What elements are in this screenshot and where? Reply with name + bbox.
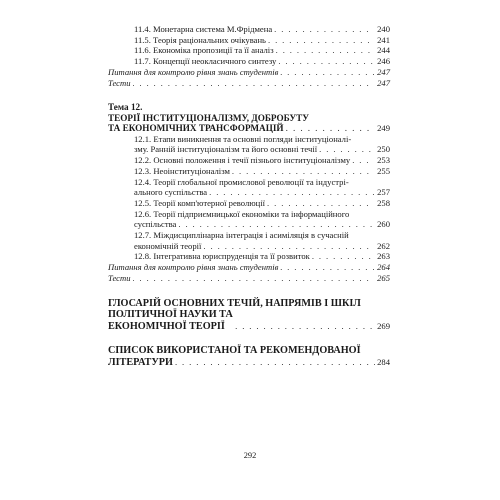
toc-entry-12-6-line1: 12.6. Теорії підприємницької економіки та інформаційного <box>134 208 350 219</box>
toc-entry-12-1: зму. Ранній інституціоналізм та його основні течії . . . 250 <box>134 144 390 155</box>
toc-entry-12-1-line1: 12.1. Етапи виникнення та основні погляди інституціоналі- <box>134 133 352 144</box>
table-of-contents <box>108 24 390 369</box>
toc-entry-11-5: 11.5. Теорія раціональних очікувань . . . 241 <box>108 35 390 46</box>
references-title-line1: СПИСОК ВИКОРИСТАНОЇ ТА РЕКОМЕНДОВАНОЇ <box>108 345 361 357</box>
toc-entry-12-6: суспільства . . . 260 <box>134 219 390 230</box>
toc-entry-tests-12: Тести . . . 265 <box>108 273 390 284</box>
toc-entry-12-4-line1: 12.4. Теорії глобальної промислової революції та індустрі- <box>134 176 349 187</box>
page-number: 292 <box>243 451 257 460</box>
toc-entry-11-6: 11.6. Економіка пропозиції та її аналіз . . . 244 <box>108 45 390 56</box>
toc-entry-12-2: 12.2. Основні положення і течії пізнього інституціоналізму . . . 253 <box>134 155 390 166</box>
toc-entry-questions-11: Питання для контролю рівня знань студентів . . . 247 <box>108 67 390 78</box>
references-entry: ЛІТЕРАТУРИ . . . 284 <box>108 357 390 369</box>
topic-12-title-line1: ТЕОРІЇ ІНСТИТУЦІОНАЛІЗМУ, ДОБРОБУТУ <box>108 112 310 123</box>
toc-entry-questions-12: Питання для контролю рівня знань студентів . . . 264 <box>108 262 390 273</box>
glossary-entry: ПОЛІТИЧНОЇ НАУКИ ТА ЕКОНОМІЧНОЇ ТЕОРІЇ . . . 269 <box>108 309 390 332</box>
toc-entry-12-4: ального суспільства . . . 257 <box>134 187 390 198</box>
topic-12-entries <box>108 134 390 262</box>
topic-12-label: Тема 12. <box>108 102 143 113</box>
toc-entry-11-7: 11.7. Концепції неокласичного синтезу . . . 246 <box>108 56 390 67</box>
glossary-title-line1: ГЛОСАРІЙ ОСНОВНИХ ТЕЧІЙ, НАПРЯМІВ І ШКІЛ <box>108 297 361 309</box>
toc-entry-tests-11: Тести . . . 247 <box>108 78 390 89</box>
toc-entry-12-7-line1: 12.7. Міждисциплінарна інтеграція і асиміляція в сучасній <box>134 230 349 241</box>
toc-entry-12-7: економічній теорії . . . 262 <box>134 241 390 252</box>
toc-entry-11-4: 11.4. Монетарна система М.Фрідмена . . . 240 <box>108 24 390 35</box>
toc-entry-12-3: 12.3. Неоінституціоналізм . . . 255 <box>134 166 390 177</box>
toc-entry-12-8: 12.8. Інтегративна юриспруденція та її розвиток . . . 263 <box>134 251 390 262</box>
toc-entry-12-5: 12.5. Теорії комп'ютерної революції . . . 258 <box>134 198 390 209</box>
topic-12-title-line2-row: ТА ЕКОНОМІЧНИХ ТРАНСФОРМАЦІЙ . . . 249 <box>108 123 390 134</box>
